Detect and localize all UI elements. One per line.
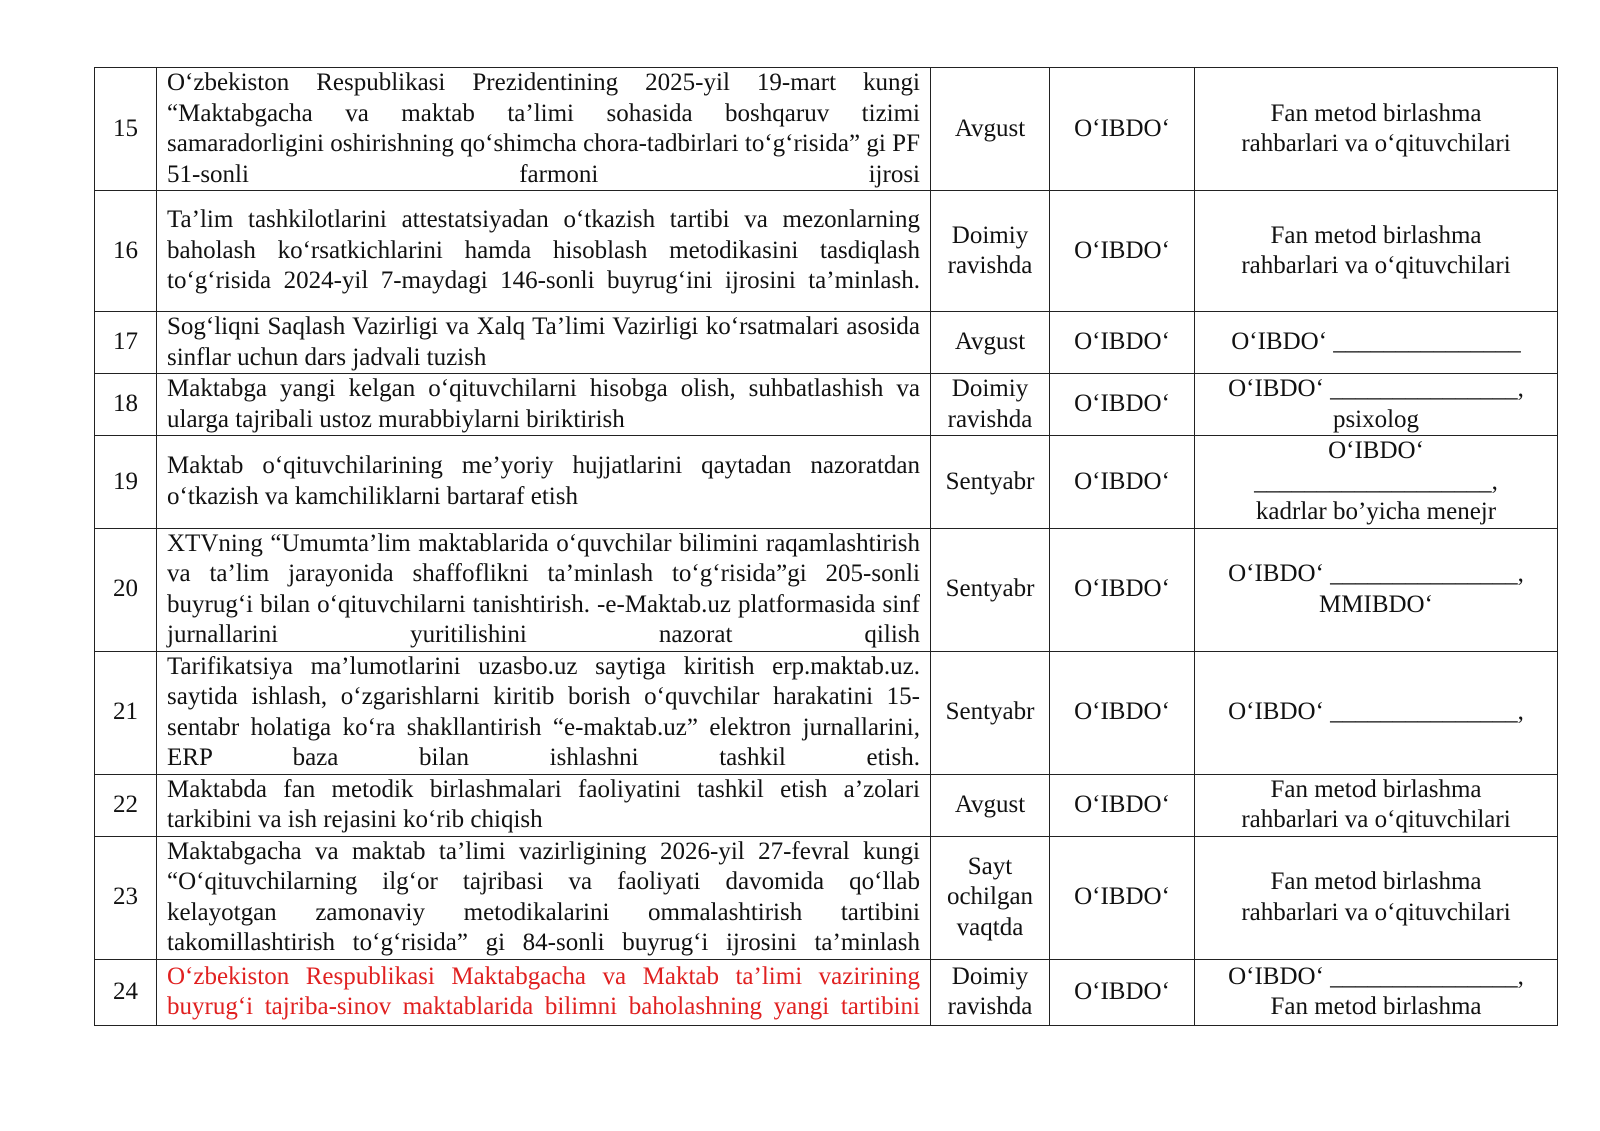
responsible-text: O‘IBDO‘ _______________, (1228, 962, 1524, 990)
row-number: 15 (95, 68, 157, 191)
responsible-text: kadrlar bo’yicha menejr (1255, 498, 1497, 525)
responsible-text: rahbarlari va o‘qituvchilari (1241, 806, 1511, 833)
task-description: Maktabda fan metodik birlashmalari faoliyatini tashkil etish a’zolari tarkibini va ish rejasini ko‘rib chiqish (157, 774, 931, 836)
executor-cell: O‘IBDO‘ (1050, 651, 1195, 774)
responsible-cell (1195, 312, 1558, 374)
table-row (95, 651, 1558, 774)
deadline-cell (931, 68, 1050, 191)
task-description: O‘zbekiston Respublikasi Maktabgacha va Maktab ta’limi vazirining buyrug‘i tajriba-sinov maktablarida bilimni baholashning yangi tartibini (157, 959, 931, 1025)
table-row (95, 959, 1558, 1025)
responsible-cell (1195, 651, 1558, 774)
deadline-text: Sentyabr (945, 575, 1035, 603)
table-row (95, 312, 1558, 374)
responsible-cell (1195, 436, 1558, 529)
row-number: 24 (95, 959, 157, 1025)
plan-table (94, 67, 1558, 1026)
row-number: 20 (95, 528, 157, 651)
table-row (95, 374, 1558, 436)
table-row (95, 191, 1558, 312)
deadline-cell (931, 312, 1050, 374)
table-row (95, 68, 1558, 191)
deadline-cell (931, 651, 1050, 774)
task-description: Maktab o‘qituvchilarining me’yoriy hujjatlarini qaytadan nazoratdan o‘tkazish va kamchiliklarni bartaraf etish (157, 436, 931, 529)
responsible-text: O‘IBDO‘ (1328, 437, 1424, 464)
deadline-cell (931, 959, 1050, 1025)
deadline-text: ravishda (947, 405, 1033, 433)
responsible-cell (1195, 68, 1558, 191)
deadline-text: Avgust (954, 328, 1026, 356)
responsible-text: O‘IBDO‘ _______________ (1231, 328, 1521, 356)
executor-cell: O‘IBDO‘ (1050, 374, 1195, 436)
deadline-cell (931, 191, 1050, 312)
row-number: 18 (95, 374, 157, 436)
task-description: Tarifikatsiya ma’lumotlarini uzasbo.uz saytiga kiritish erp.maktab.uz. saytida ishlash, o‘zgarishlarni kiritib borish o‘quvchilar harakatini 15-sentabr holatiga ko‘ra shakllantirish “e-maktab.uz” elektron jurnallarini, ERP baza bilan ishlashni tashkil etish. (157, 651, 931, 774)
responsible-text: Fan metod birlashma (1270, 993, 1482, 1020)
deadline-text: vaqtda (956, 913, 1024, 941)
deadline-text: ravishda (947, 252, 1033, 279)
executor-cell: O‘IBDO‘ (1050, 436, 1195, 529)
responsible-cell (1195, 836, 1558, 959)
responsible-cell (1195, 528, 1558, 651)
responsible-cell (1195, 374, 1558, 436)
responsible-text: Fan metod birlashma (1270, 99, 1482, 127)
deadline-cell (931, 436, 1050, 529)
responsible-text: O‘IBDO‘ _______________, (1228, 698, 1524, 726)
deadline-text: ochilgan (946, 883, 1034, 911)
responsible-text: Fan metod birlashma (1270, 775, 1482, 803)
row-number: 17 (95, 312, 157, 374)
executor-cell: O‘IBDO‘ (1050, 528, 1195, 651)
executor-cell: O‘IBDO‘ (1050, 959, 1195, 1025)
deadline-cell (931, 374, 1050, 436)
row-number: 21 (95, 651, 157, 774)
executor-cell: O‘IBDO‘ (1050, 774, 1195, 836)
executor-cell: O‘IBDO‘ (1050, 191, 1195, 312)
responsible-text: rahbarlari va o‘qituvchilari (1241, 898, 1511, 926)
task-description: Sog‘liqni Saqlash Vazirligi va Xalq Ta’limi Vazirligi ko‘rsatmalari asosida sinflar uchun dars jadvali tuzish (157, 312, 931, 374)
task-description: O‘zbekiston Respublikasi Prezidentining 2025-yil 19-mart kungi “Maktabgacha va maktab ta’limi sohasida boshqaruv tizimi samaradorligini oshirishning qo‘shimcha chora-tadbirlari to‘g‘risida” gi PF 51-sonli farmoni ijrosi (157, 68, 931, 191)
deadline-cell (931, 836, 1050, 959)
deadline-text: Doimiy (951, 375, 1029, 402)
task-description: Ta’lim tashkilotlarini attestatsiyadan o‘tkazish tartibi va mezonlarning baholash ko‘rsatkichlarini hamda hisoblash metodikasini tasdiqlash to‘g‘risida 2024-yil 7-maydagi 146-sonli buyrug‘ini ijrosini ta’minlash. (157, 191, 931, 312)
responsible-text: ___________________, (1254, 467, 1498, 495)
responsible-text: rahbarlari va o‘qituvchilari (1241, 252, 1511, 279)
task-description: Maktabga yangi kelgan o‘qituvchilarni hisobga olish, suhbatlashish va ularga tajribali ustoz murabbiylarni biriktirish (157, 374, 931, 436)
deadline-text: ravishda (947, 993, 1033, 1020)
plan-table-body (95, 68, 1558, 1026)
executor-cell: O‘IBDO‘ (1050, 836, 1195, 959)
deadline-text: Sentyabr (945, 467, 1035, 495)
table-row (95, 436, 1558, 529)
responsible-text: MMIBDO‘ (1319, 590, 1433, 618)
deadline-text: Avgust (954, 790, 1026, 818)
table-row (95, 528, 1558, 651)
row-number: 23 (95, 836, 157, 959)
deadline-cell (931, 528, 1050, 651)
deadline-text: Sayt (967, 852, 1013, 880)
row-number: 16 (95, 191, 157, 312)
task-description: Maktabgacha va maktab ta’limi vazirligining 2026-yil 27-fevral kungi “O‘qituvchilarning ilg‘or tajribasi va faoliyati davomida qo‘llab kelayotgan zamonaviy metodikalarini ommalashtirish tartibini takomillashtirish to‘g‘risida” gi 84-sonli buyrug‘i ijrosini ta’minlash (157, 836, 931, 959)
responsible-text: rahbarlari va o‘qituvchilari (1241, 130, 1511, 157)
deadline-text: Avgust (954, 114, 1026, 142)
deadline-text: Doimiy (951, 962, 1029, 990)
responsible-cell (1195, 959, 1558, 1025)
responsible-cell (1195, 191, 1558, 312)
responsible-text: O‘IBDO‘ _______________, (1228, 560, 1524, 587)
executor-cell: O‘IBDO‘ (1050, 68, 1195, 191)
executor-cell: O‘IBDO‘ (1050, 312, 1195, 374)
deadline-cell (931, 774, 1050, 836)
table-row (95, 836, 1558, 959)
table-row (95, 774, 1558, 836)
responsible-text: O‘IBDO‘ _______________, (1228, 375, 1524, 402)
responsible-text: Fan metod birlashma (1270, 868, 1482, 895)
responsible-text: Fan metod birlashma (1270, 221, 1482, 249)
task-description: XTVning “Umumta’lim maktablarida o‘quvchilar bilimini raqamlashtirish va ta’lim jarayonida shaffoflikni ta’minlash to‘g‘risida”gi 205-sonli buyrug‘i bilan o‘qituvchilarni tanishtirish. -e-Maktab.uz platformasida sinf jurnallarini yuritilishini nazorat qilish (157, 528, 931, 651)
row-number: 22 (95, 774, 157, 836)
responsible-cell (1195, 774, 1558, 836)
deadline-text: Doimiy (951, 221, 1029, 249)
responsible-text: psixolog (1332, 405, 1420, 433)
row-number: 19 (95, 436, 157, 529)
deadline-text: Sentyabr (945, 698, 1035, 726)
